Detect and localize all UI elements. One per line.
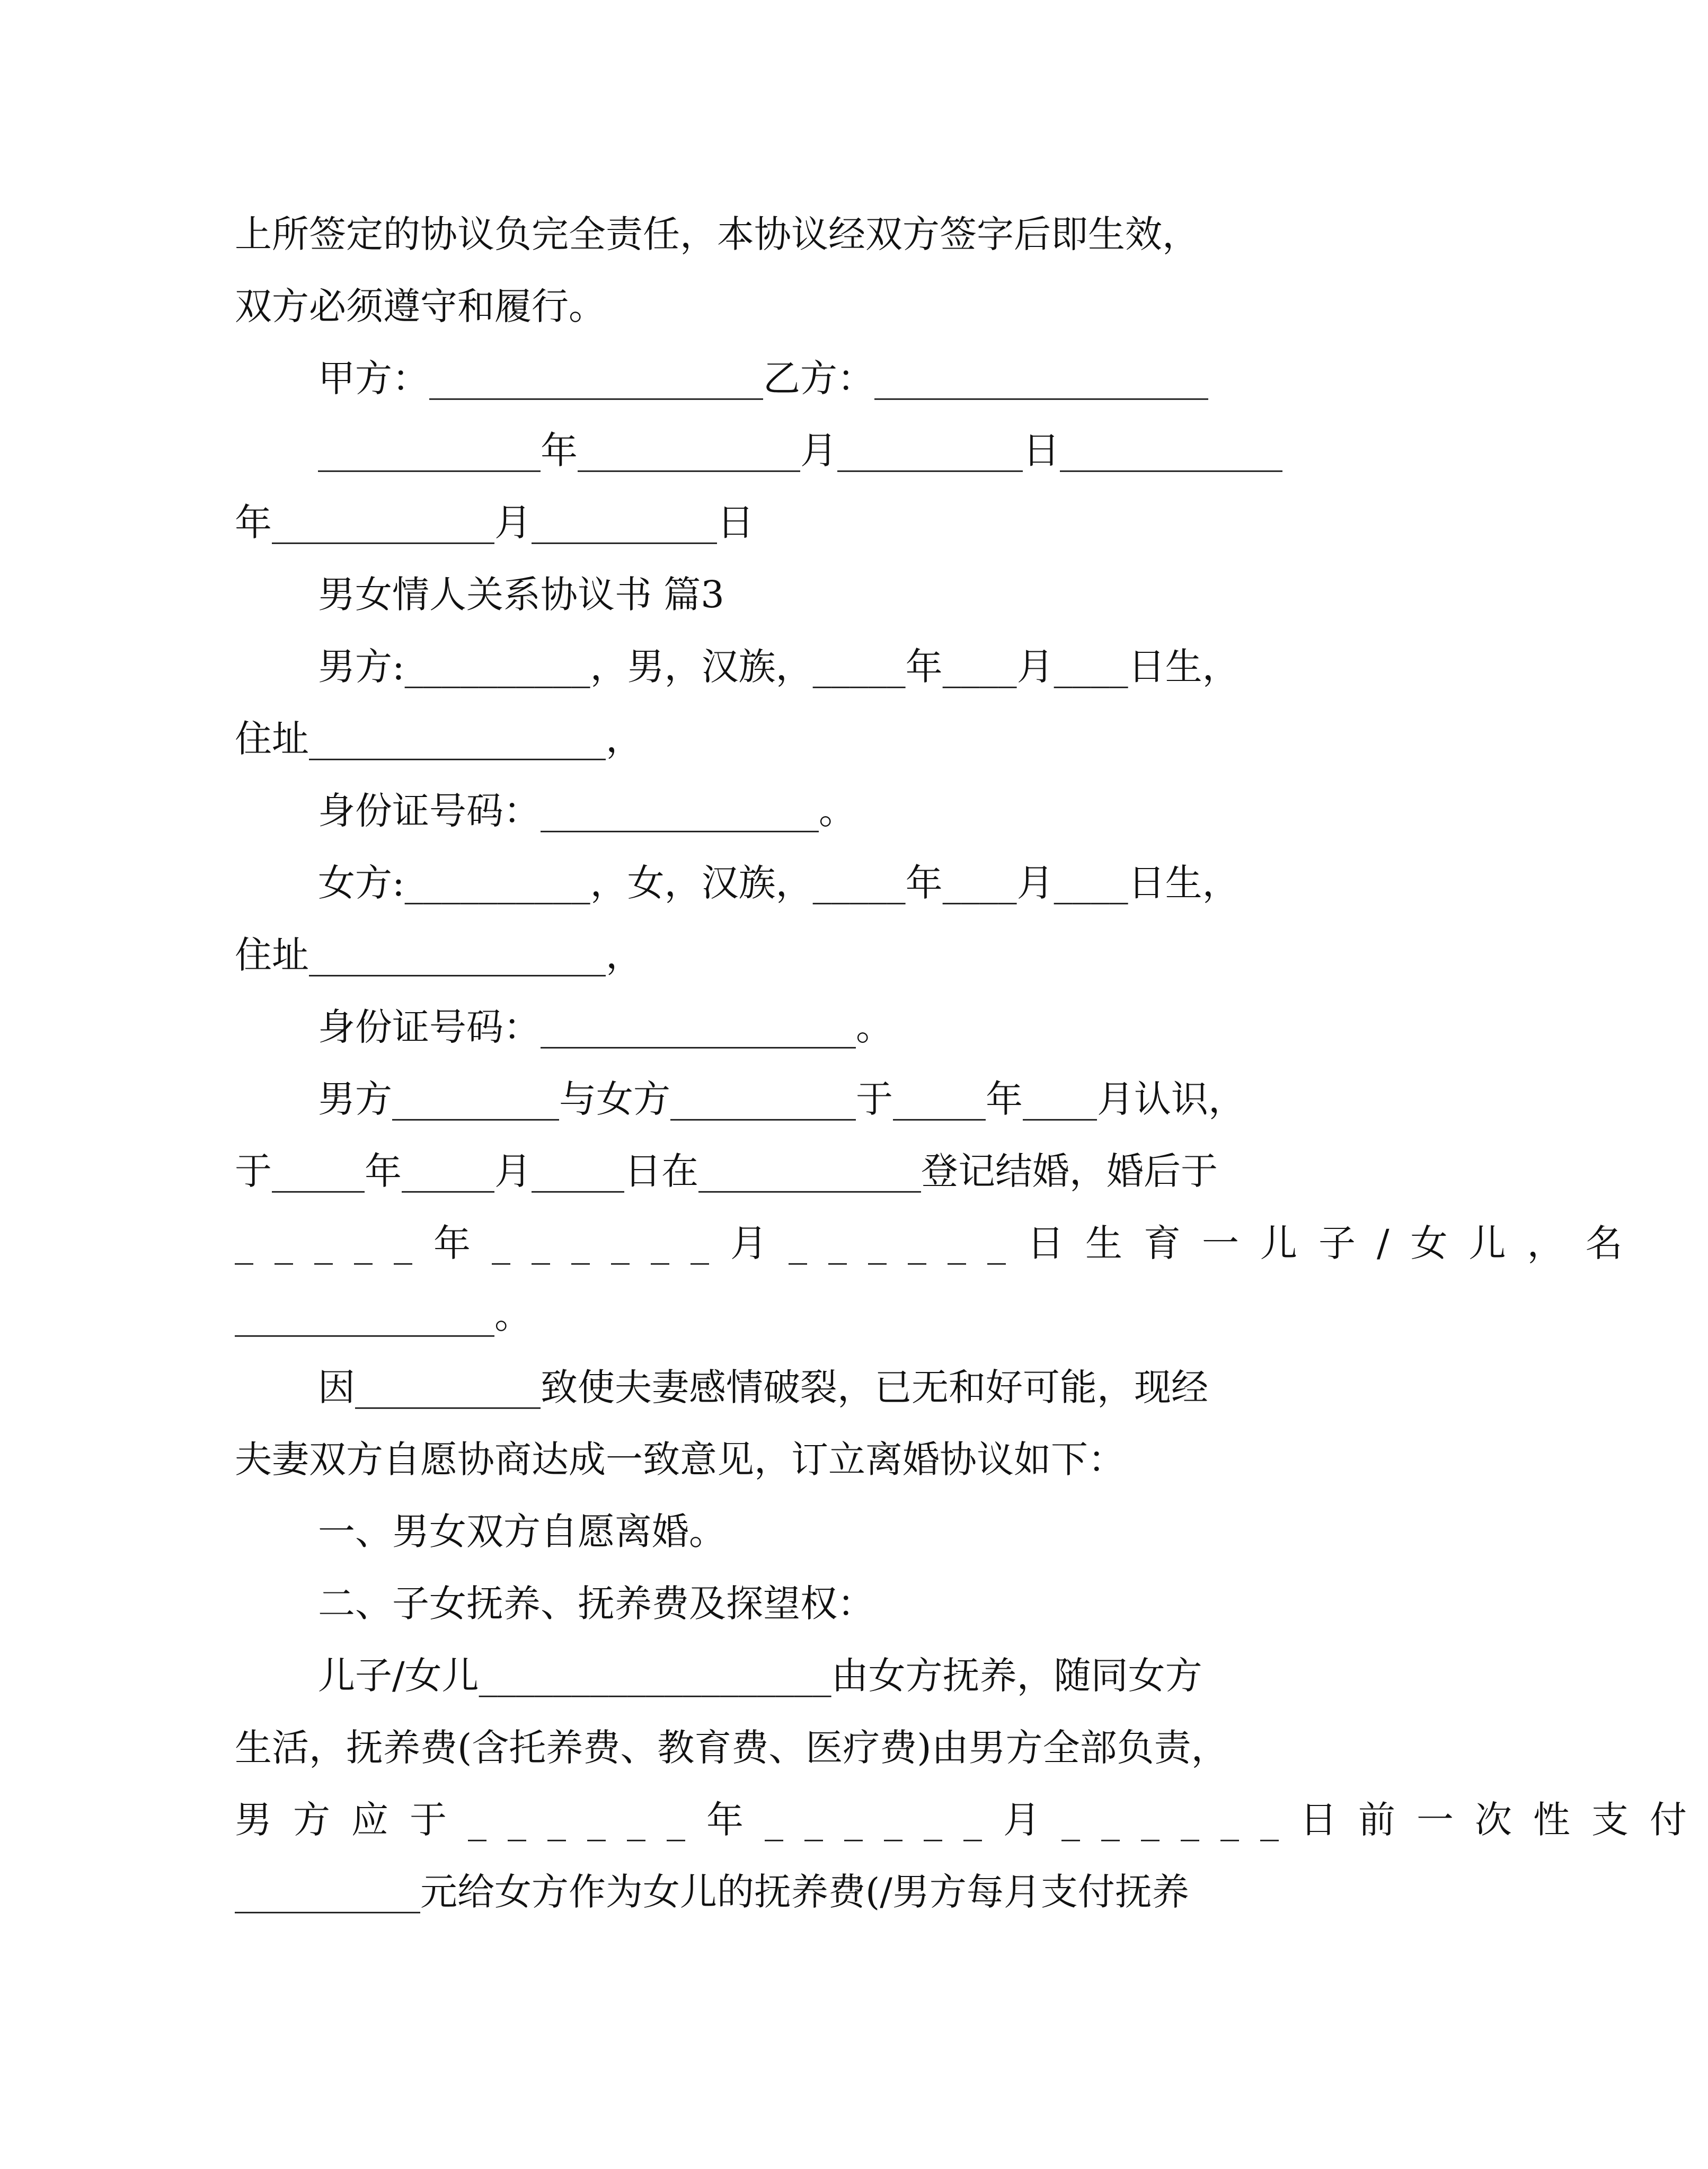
body-text-line: 因__________致使夫妻感情破裂，已无和好可能，现经: [318, 1366, 1208, 1409]
body-text-line: 生活，抚养费(含托养费、教育费、医疗费)由男方全部负责，: [235, 1726, 1228, 1769]
body-text-line: __________元给女方作为女儿的抚养费(/男方每月支付抚养: [235, 1870, 1189, 1914]
body-text-line: 上所签定的协议负完全责任，本协议经双方签字后即生效，: [235, 213, 1199, 256]
body-text-line: 夫妻双方自愿协商达成一致意见，订立离婚协议如下：: [235, 1438, 1125, 1481]
body-text-line: 于_____年_____月_____日在____________登记结婚，婚后于: [235, 1149, 1218, 1193]
section-heading: 男女情人关系协议书 篇3: [318, 573, 724, 616]
body-text-line: 儿子/女儿___________________由女方抚养，随同女方: [318, 1654, 1202, 1697]
body-text-line: 身份证号码：_______________。: [318, 789, 856, 833]
body-text-line: 女方:__________，女，汉族，_____年____月____日生，: [318, 861, 1240, 905]
body-text-line: 男方:__________，男，汉族，_____年____月____日生，: [318, 645, 1240, 688]
body-text-line: 男方应于______年______月______日前一次性支付: [235, 1798, 1708, 1842]
signature-date-line: 年____________月__________日: [235, 501, 754, 544]
body-text-line: 住址________________，: [235, 933, 643, 977]
body-text-line: 双方必须遵守和履行。: [235, 285, 606, 328]
signature-date-line: ____________年____________月__________日____________: [318, 429, 1282, 472]
body-text-line: ______________。: [235, 1294, 532, 1337]
body-text-line: _____年______月______日生育一儿子/女儿，名: [235, 1221, 1644, 1265]
body-text-line: 一、男女双方自愿离婚。: [318, 1510, 726, 1553]
body-text-line: 身份证号码：_________________。: [318, 1005, 893, 1049]
body-text-line: 男方_________与女方__________于_____年____月认识，: [318, 1077, 1245, 1121]
body-text-line: 二、子女抚养、抚养费及探望权：: [318, 1582, 874, 1625]
signature-line-parties: 甲方：__________________乙方：__________________: [318, 357, 1208, 400]
body-text-line: 住址________________，: [235, 717, 643, 760]
